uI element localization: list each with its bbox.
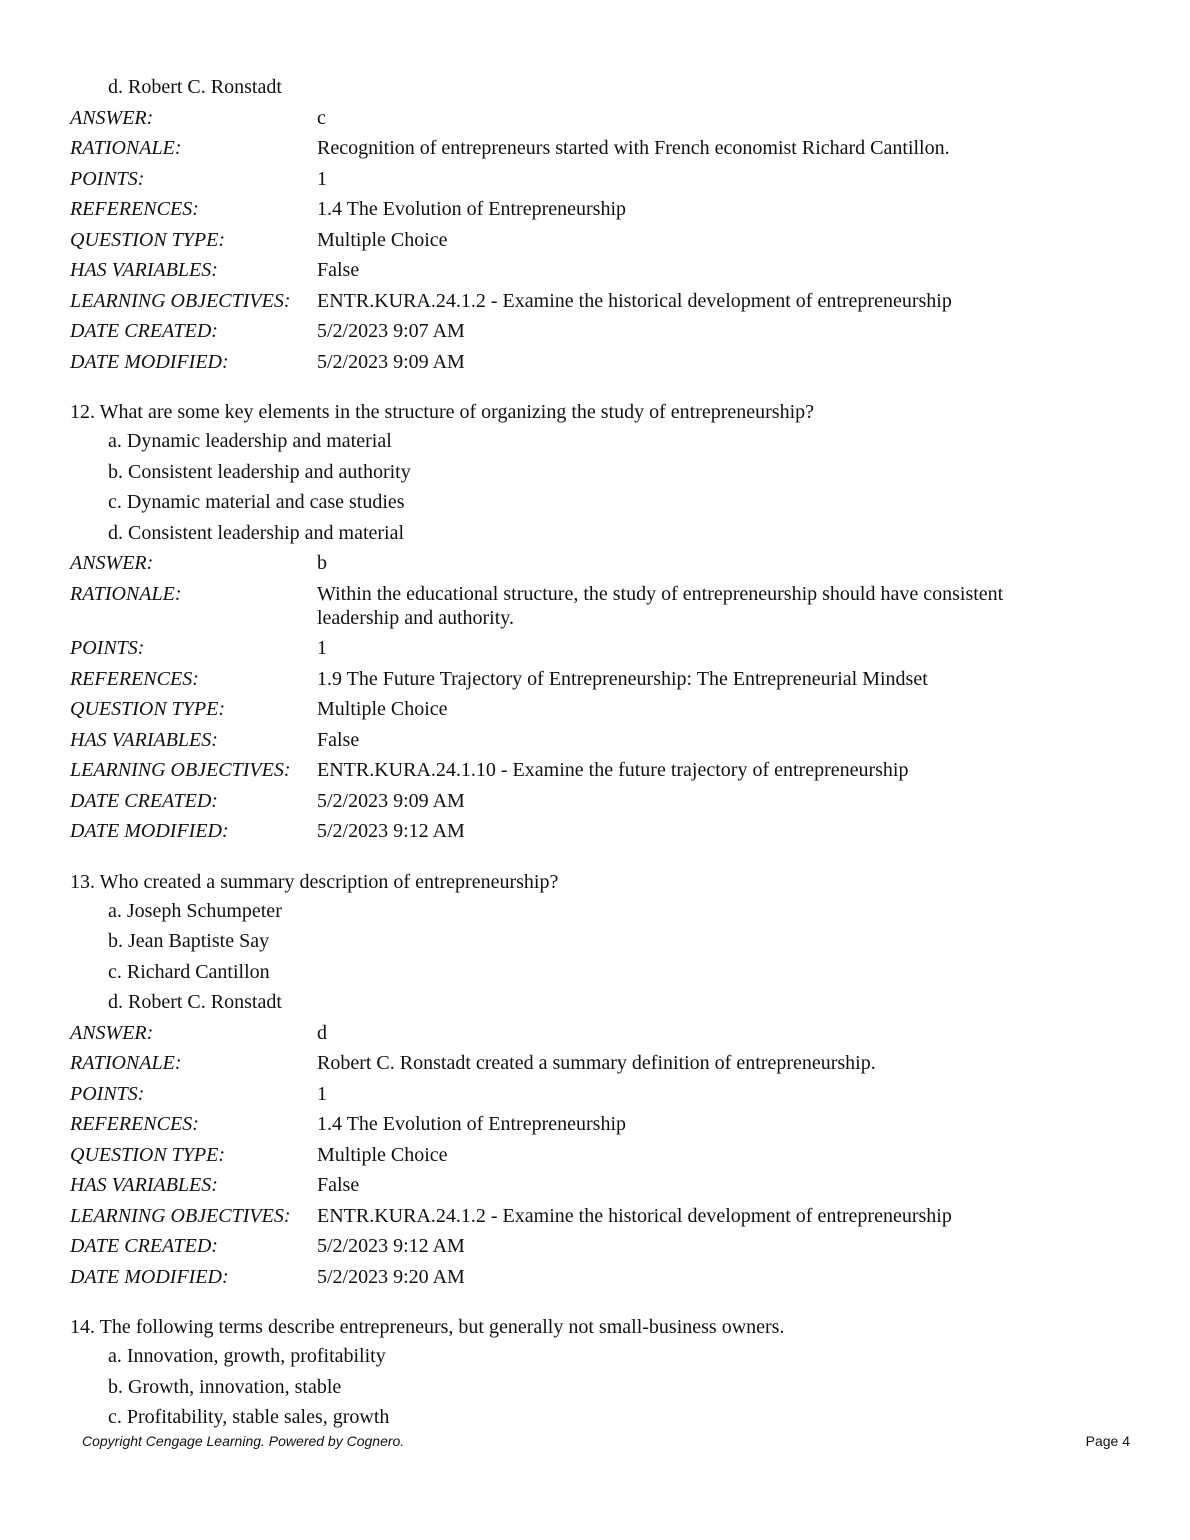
meta-label: DATE MODIFIED: [70,820,229,842]
meta-label: ANSWER: [70,1021,154,1044]
page-footer [82,1433,1130,1453]
meta-label: LEARNING OBJECTIVES: [70,1204,291,1227]
meta-row-references [70,194,1130,225]
meta-value: b [317,552,327,574]
option-c: c. Profitability, stable sales, growth [108,1406,390,1428]
meta-label: REFERENCES: [70,198,199,220]
meta-row-has-variables [70,1170,1130,1201]
option-d: d. Consistent leadership and material [108,521,405,544]
meta-row-question-type [70,1140,1130,1171]
meta-row-answer [70,548,1130,579]
meta-row-points [70,633,1130,664]
meta-table [70,548,1130,847]
meta-row-date-modified [70,347,1130,378]
meta-value: Multiple Choice [317,1143,448,1166]
meta-value: False [317,259,360,281]
meta-label: LEARNING OBJECTIVES: [70,289,291,312]
option-b: b. Growth, innovation, stable [108,1375,342,1398]
meta-row-question-type [70,225,1130,256]
option-d: d. Robert C. Ronstadt [108,76,282,98]
option-a: a. Innovation, growth, profitability [108,1345,386,1367]
meta-value: Recognition of entrepreneurs started with French economist Richard Cantillon. [317,137,950,159]
meta-label: RATIONALE: [70,137,182,159]
meta-table [70,1018,1130,1293]
option-b: b. Consistent leadership and authority [108,460,411,483]
meta-value: Robert C. Ronstadt created a summary definition of entrepreneurship. [317,1052,876,1074]
meta-row-points [70,1079,1130,1110]
meta-label: DATE MODIFIED: [70,350,229,373]
meta-label: ANSWER: [70,106,154,129]
meta-value: 1 [317,167,327,190]
meta-row-question-type [70,694,1130,725]
meta-value: False [317,1174,360,1196]
page-number: Page 4 [1085,1433,1130,1449]
meta-label: REFERENCES: [70,667,199,690]
question-stem: 13. Who created a summary description of entrepreneurship? [70,870,559,893]
meta-value: 1.9 The Future Trajectory of Entrepreneurship: The Entrepreneurial Mindset [317,667,928,690]
meta-value: ENTR.KURA.24.1.2 - Examine the historical development of entrepreneurship [317,289,952,312]
question-stem: 12. What are some key elements in the structure of organizing the study of entrepreneurship? [70,401,815,423]
meta-row-date-modified [70,816,1130,847]
meta-label: HAS VARIABLES: [70,1174,218,1196]
question-12 [70,399,1130,847]
meta-row-learning-objectives [70,1201,1130,1232]
meta-value: 5/2/2023 9:12 AM [317,820,465,842]
option-d: d. Robert C. Ronstadt [108,991,282,1013]
meta-table [70,103,1130,378]
meta-value: ENTR.KURA.24.1.2 - Examine the historical development of entrepreneurship [317,1204,952,1227]
meta-label: DATE CREATED: [70,1235,218,1257]
meta-label: RATIONALE: [70,1052,182,1074]
meta-value: 5/2/2023 9:12 AM [317,1235,465,1257]
meta-value: c [317,106,326,129]
meta-value: False [317,728,360,751]
meta-label: POINTS: [70,1082,145,1105]
question-11-continued [70,72,1130,377]
meta-value: 1.4 The Evolution of Entrepreneurship [317,198,627,220]
meta-value: Multiple Choice [317,228,448,251]
question-13 [70,869,1130,1293]
meta-row-answer [70,103,1130,134]
meta-row-date-created [70,316,1130,347]
meta-value: 5/2/2023 9:09 AM [317,789,465,812]
meta-label: LEARNING OBJECTIVES: [70,759,291,781]
copyright-notice: Copyright Cengage Learning. Powered by Cognero. [82,1433,405,1449]
question-14 [70,1314,1130,1433]
meta-label: DATE CREATED: [70,320,218,342]
meta-row-rationale [70,579,1130,634]
option-c: c. Dynamic material and case studies [108,491,405,513]
meta-row-learning-objectives [70,286,1130,317]
option-a: a. Dynamic leadership and material [108,430,392,452]
meta-row-date-created [70,786,1130,817]
meta-value: ENTR.KURA.24.1.10 - Examine the future trajectory of entrepreneurship [317,759,909,781]
meta-label: QUESTION TYPE: [70,698,226,720]
meta-row-points [70,164,1130,195]
meta-row-references [70,1109,1130,1140]
option-a: a. Joseph Schumpeter [108,899,282,922]
meta-row-references [70,664,1130,695]
meta-row-has-variables [70,255,1130,286]
meta-value: 1 [317,1082,327,1105]
meta-row-rationale [70,1048,1130,1079]
meta-row-rationale [70,133,1130,164]
meta-value: Within the educational structure, the study of entrepreneurship should have consistent leadership and authority. [317,582,1004,629]
meta-label: HAS VARIABLES: [70,259,218,281]
meta-value: 5/2/2023 9:09 AM [317,350,465,373]
meta-label: QUESTION TYPE: [70,1143,226,1166]
meta-value: 1.4 The Evolution of Entrepreneurship [317,1113,627,1135]
meta-label: POINTS: [70,637,145,659]
meta-label: DATE CREATED: [70,789,218,812]
meta-label: QUESTION TYPE: [70,228,226,251]
meta-value: 5/2/2023 9:07 AM [317,320,465,342]
question-stem: 14. The following terms describe entrepreneurs, but generally not small-business owners. [70,1316,785,1338]
meta-label: REFERENCES: [70,1113,199,1135]
meta-label: POINTS: [70,167,145,190]
page-content [70,72,1130,1433]
meta-value: d [317,1021,327,1044]
meta-row-date-created [70,1231,1130,1262]
meta-value: 1 [317,637,327,659]
meta-row-date-modified [70,1262,1130,1293]
meta-label: RATIONALE: [70,582,182,605]
meta-value: 5/2/2023 9:20 AM [317,1265,465,1288]
meta-value: Multiple Choice [317,698,448,720]
meta-label: DATE MODIFIED: [70,1265,229,1288]
meta-label: ANSWER: [70,552,154,574]
meta-row-answer [70,1018,1130,1049]
meta-row-learning-objectives [70,755,1130,786]
meta-label: HAS VARIABLES: [70,728,218,751]
option-b: b. Jean Baptiste Say [108,930,270,952]
meta-row-has-variables [70,725,1130,756]
option-c: c. Richard Cantillon [108,960,270,983]
